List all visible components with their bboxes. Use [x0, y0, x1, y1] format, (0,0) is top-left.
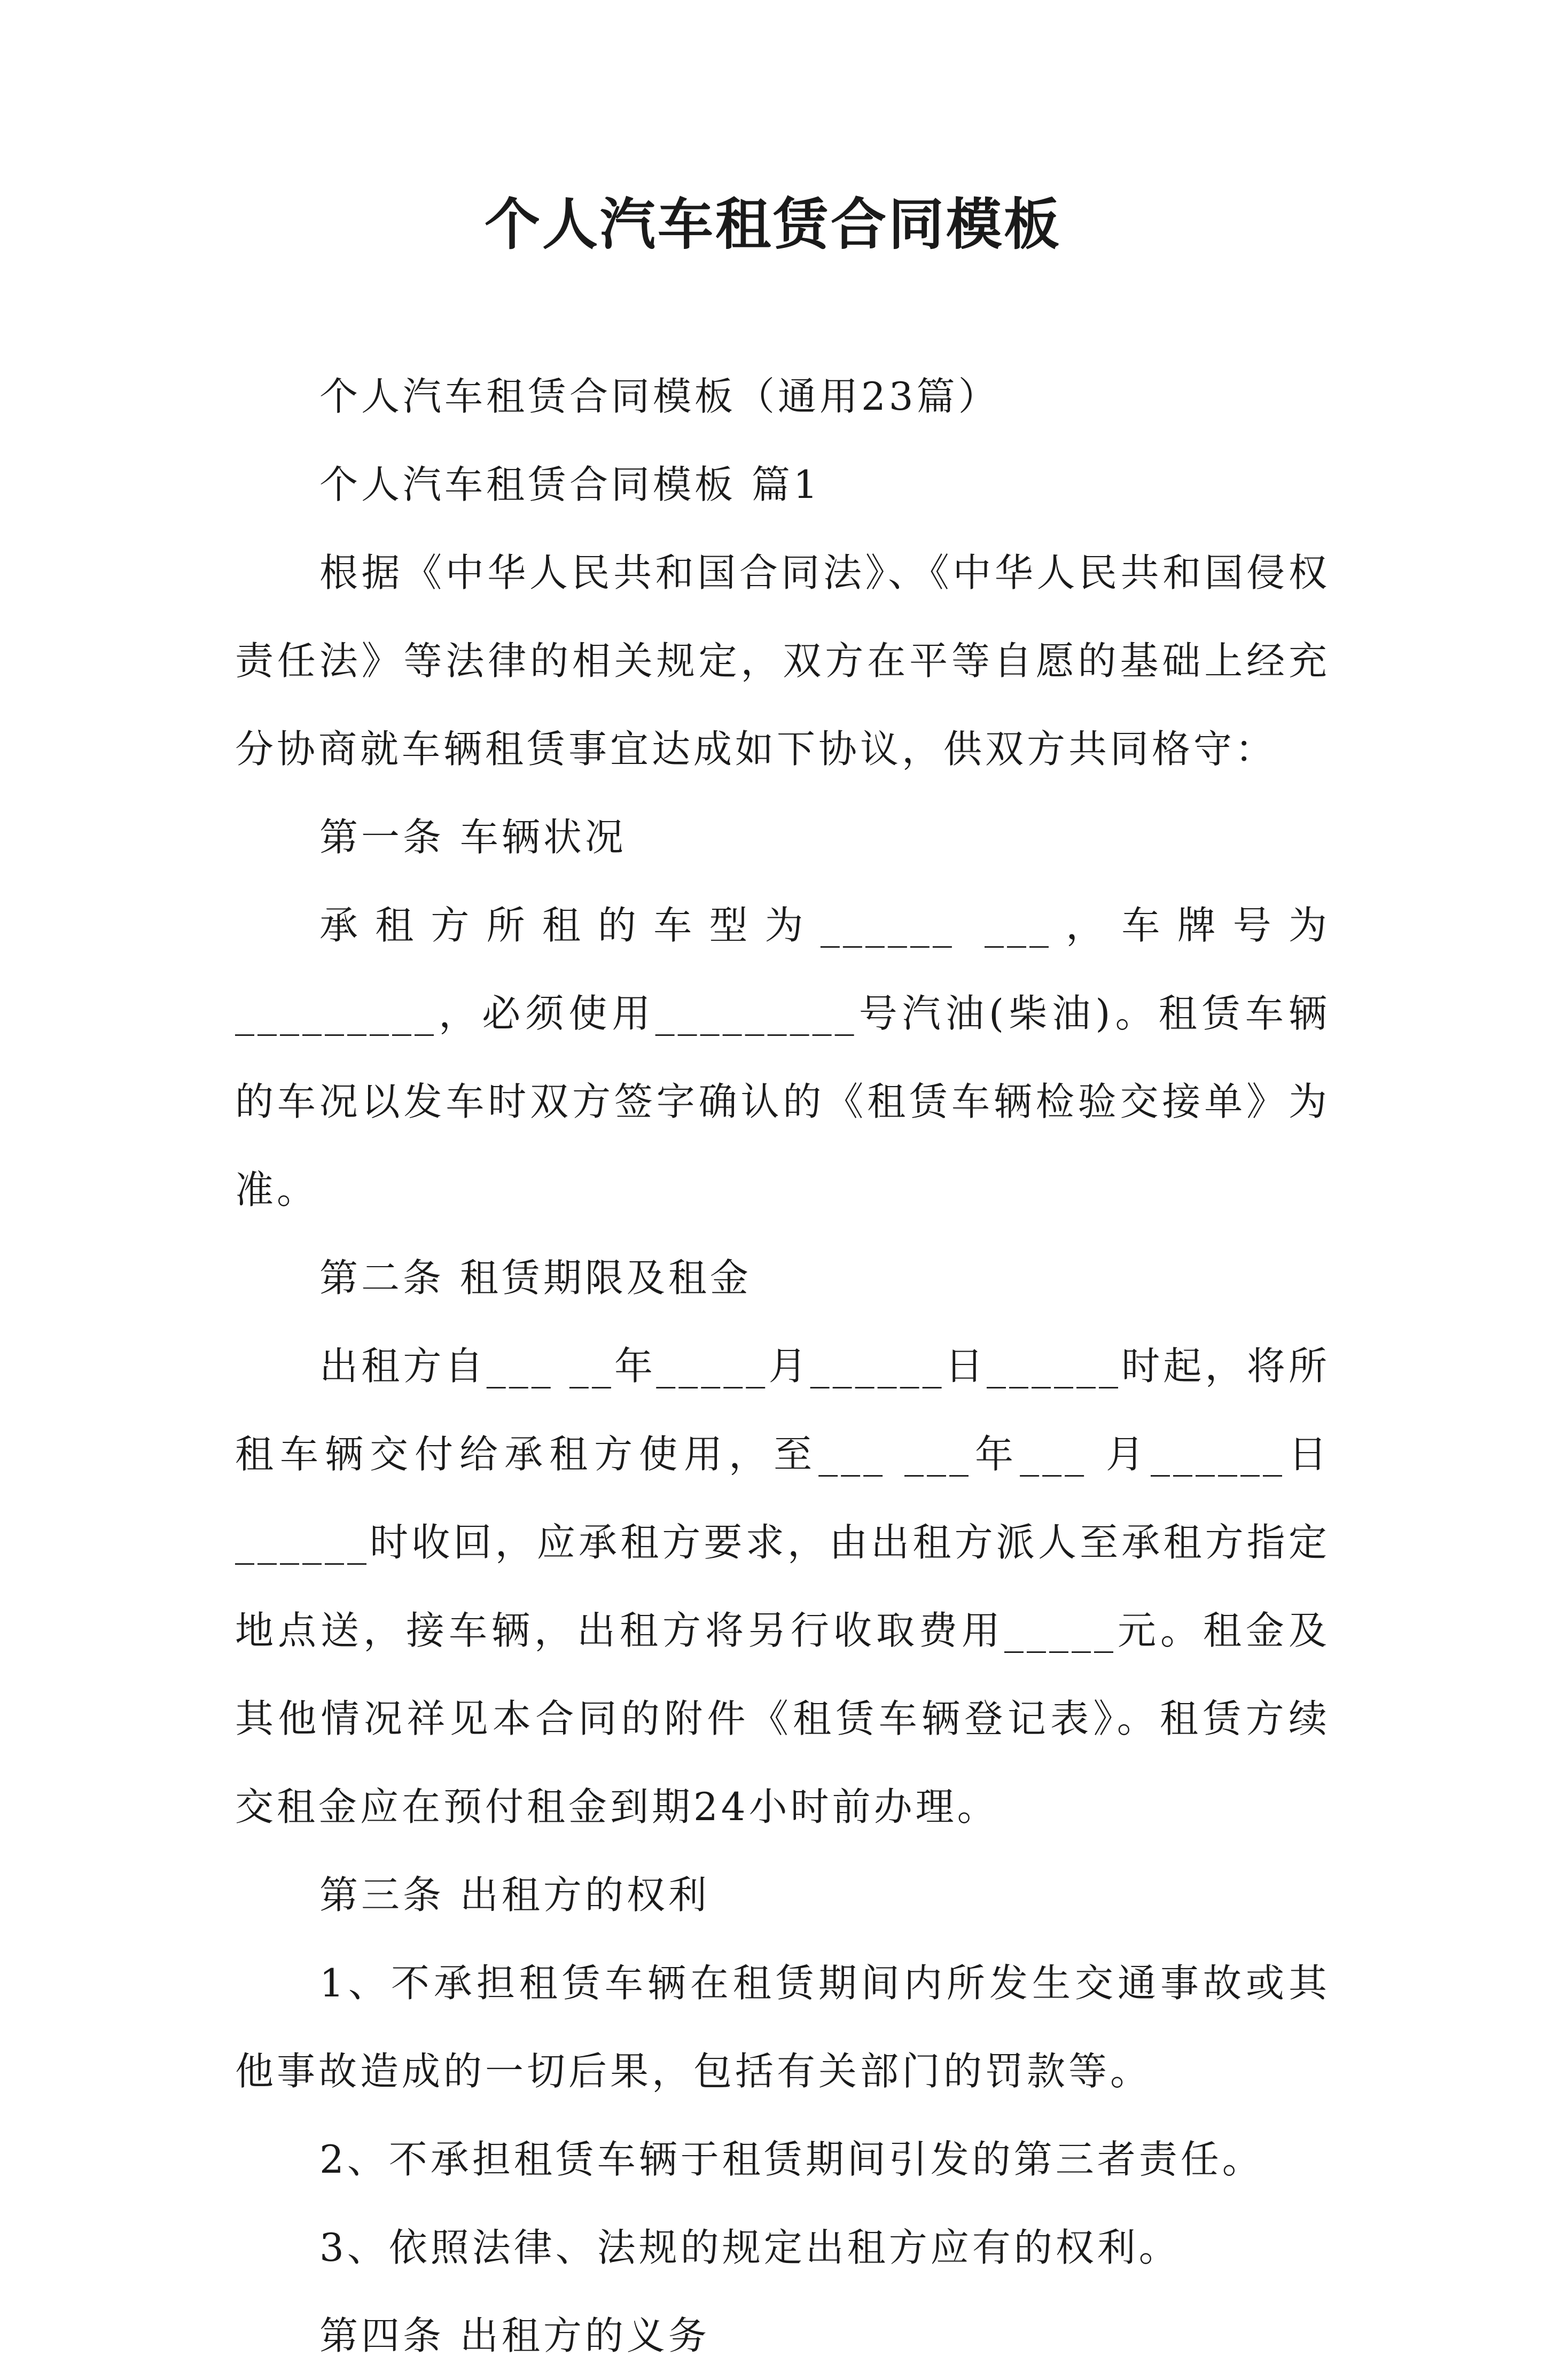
- body-paragraph: 出租方自___ __年_____月______日______时起，将所租车辆交付给承租方使用，至___ ___年___ 月______日______时收回，应承租方要求，由出租方派人至承租方指定地点送，接车辆，出租方将另行收取费用_____元。租金及其他情况祥见本合同的附件《租赁车辆登记表》。租赁方续交租金应在预付租金到期24小时前办理。: [235, 1344, 1330, 1829]
- subtitle-paragraph: 个人汽车租赁合同模板（通用23篇）: [319, 374, 1000, 419]
- list-item: 1、不承担租赁车辆在租赁期间内所发生交通事故或其他事故造成的一切后果，包括有关部门的罚款等。: [235, 1961, 1330, 2094]
- body-paragraph: 承租方所租的车型为______ ___，车牌号为_________，必须使用_________号汽油(柴油)。租赁车辆的车况以发车时双方签字确认的《租赁车辆检验交接单》为准。: [235, 903, 1330, 1212]
- article-heading: 第四条 出租方的义务: [319, 2313, 710, 2358]
- document-title: 个人汽车租赁合同模板: [484, 191, 1061, 257]
- article-heading: 第一条 车辆状况: [319, 815, 627, 860]
- document-body: [235, 353, 1330, 2380]
- article-heading: 第三条 出租方的权利: [319, 1872, 710, 1917]
- list-item: 2、不承担租赁车辆于租赁期间引发的第三者责任。: [319, 2137, 1264, 2182]
- section-heading: 个人汽车租赁合同模板 篇1: [319, 462, 821, 507]
- article-heading: 第二条 租赁期限及租金: [319, 1255, 752, 1300]
- list-item: 3、依照法律、法规的规定出租方应有的权利。: [319, 2225, 1181, 2270]
- body-paragraph: 根据《中华人民共和国合同法》、《中华人民共和国侵权责任法》等法律的相关规定，双方在平等自愿的基础上经充分协商就车辆租赁事宜达成如下协议，供双方共同格守：: [235, 550, 1330, 771]
